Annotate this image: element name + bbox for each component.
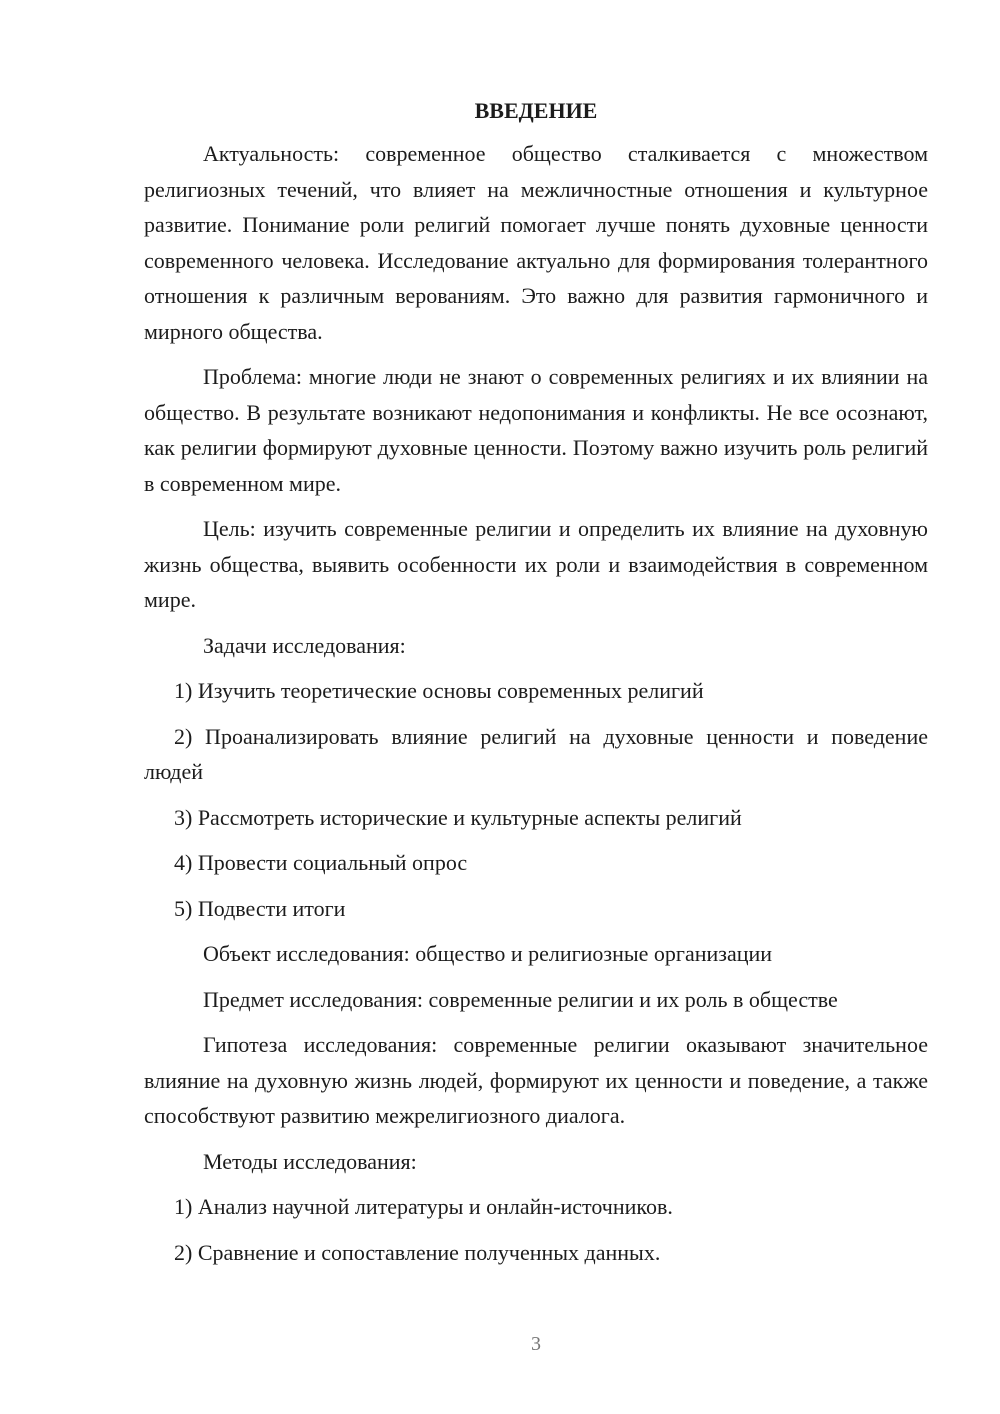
task-item-5: 5) Подвести итоги [174, 895, 346, 921]
task-item-2: 2) Проанализировать влияние религий на духовные ценности и поведение людей [144, 723, 928, 784]
document-body [144, 96, 928, 1280]
methods-heading: Методы исследования: [203, 1148, 417, 1174]
tasks-heading: Задачи исследования: [203, 632, 406, 658]
subject-paragraph: Предмет исследования: современные религии и их роль в обществе [203, 986, 838, 1012]
section-title: ВВЕДЕНИЕ [474, 98, 598, 123]
method-item-2: 2) Сравнение и сопоставление полученных данных. [174, 1239, 661, 1265]
method-item-1: 1) Анализ научной литературы и онлайн-источников. [174, 1194, 673, 1219]
object-paragraph: Объект исследования: общество и религиозные организации [203, 941, 773, 966]
task-item-3: 3) Рассмотреть исторические и культурные аспекты религий [174, 804, 742, 830]
goal-paragraph: Цель: изучить современные религии и определить их влияние на духовную жизнь общества, выявить особенности их роли и взаимодействия в современном мире. [144, 516, 928, 612]
task-item-1: 1) Изучить теоретические основы современных религий [174, 678, 704, 703]
problem-paragraph: Проблема: многие люди не знают о современных религиях и их влиянии на общество. В результате возникают недопонимания и конфликты. Не все осознают, как религии формируют духовные ценности. Поэтому важно изучить роль религий в современном мире. [144, 364, 928, 496]
page-number: 3 [531, 1333, 541, 1355]
hypothesis-paragraph: Гипотеза исследования: современные религии оказывают значительное влияние на духовную жизнь людей, формируют их ценности и поведение, а также способствуют развитию межрелигиозного диалога. [144, 1032, 928, 1128]
task-item-4: 4) Провести социальный опрос [174, 850, 468, 875]
relevance-paragraph: Актуальность: современное общество сталкивается с множеством религиозных течений, что влияет на межличностные отношения и культурное развитие. Понимание роли религий помогает лучше понять духовные ценности современного человека. Исследование актуально для формирования толерантного отношения к различным верованиям. Это важно для развития гармоничного и мирного общества. [144, 141, 928, 344]
